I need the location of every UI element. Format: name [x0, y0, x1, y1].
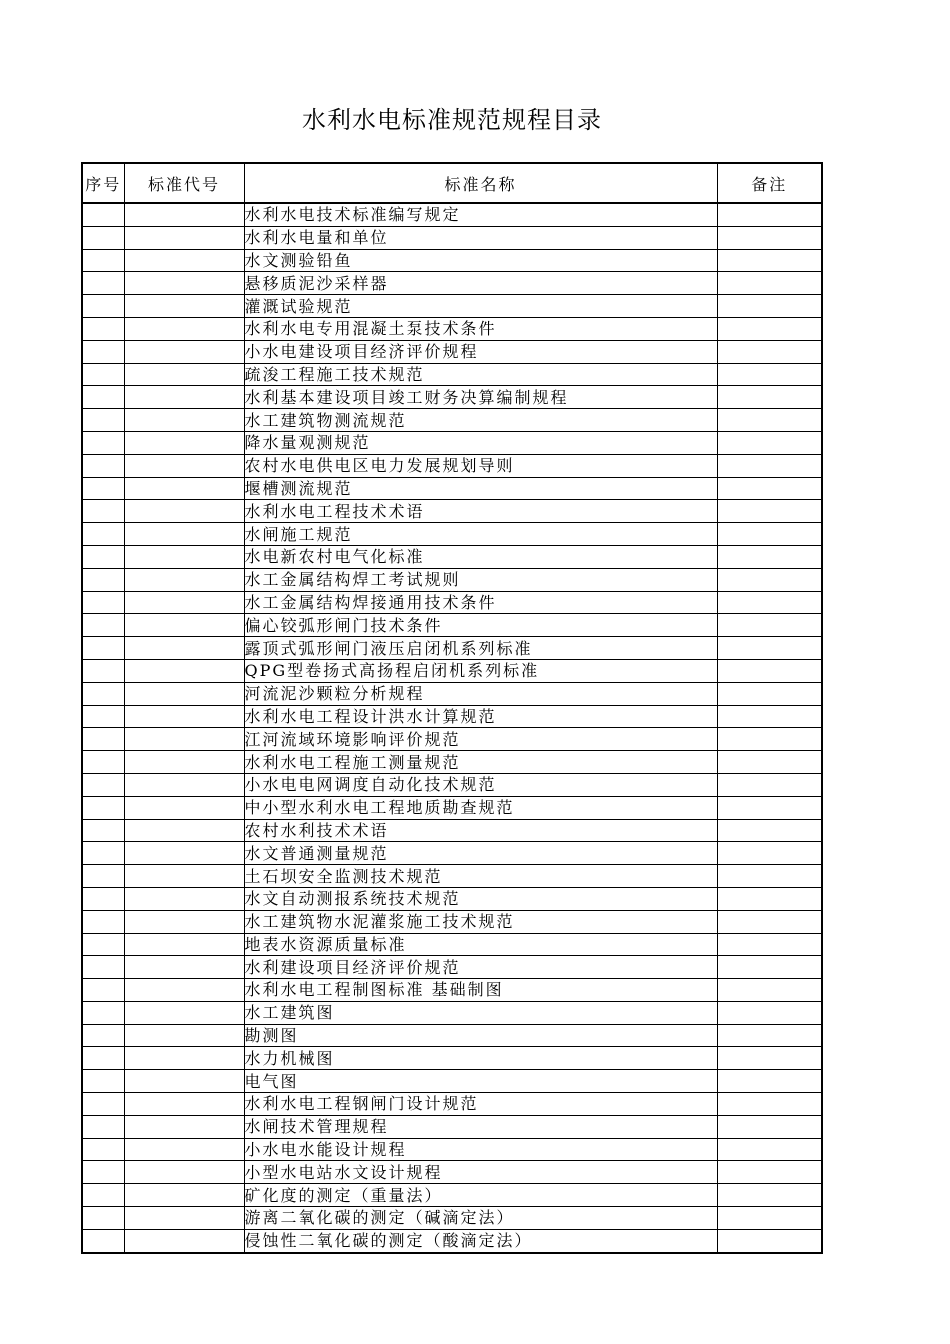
table-row: [82, 1138, 822, 1161]
seq-cell: [82, 1138, 124, 1161]
table-row: [82, 865, 822, 888]
note-cell: [717, 545, 822, 568]
note-cell: [717, 751, 822, 774]
table-row: [82, 477, 822, 500]
table-row: [82, 386, 822, 409]
seq-cell: [82, 317, 124, 340]
name-cell: 勘测图: [244, 1024, 717, 1047]
code-cell: [124, 1229, 244, 1252]
code-cell: [124, 409, 244, 432]
name-cell: 水工金属结构焊工考试规则: [244, 568, 717, 591]
code-cell: [124, 1024, 244, 1047]
code-cell: [124, 751, 244, 774]
code-cell: [124, 1115, 244, 1138]
page-title: 水利水电标准规范规程目录: [302, 106, 602, 134]
table-row: [82, 568, 822, 591]
table-row: [82, 751, 822, 774]
table-row: [82, 705, 822, 728]
note-cell: [717, 842, 822, 865]
note-cell: [717, 659, 822, 682]
note-cell: [717, 614, 822, 637]
table-row: [82, 910, 822, 933]
table-header-row: [82, 163, 822, 203]
table-row: [82, 1161, 822, 1184]
note-cell: [717, 728, 822, 751]
seq-cell: [82, 477, 124, 500]
name-cell: 水力机械图: [244, 1047, 717, 1070]
table-row: [82, 409, 822, 432]
name-cell: 水利水电专用混凝土泵技术条件: [244, 317, 717, 340]
seq-cell: [82, 226, 124, 249]
note-cell: [717, 887, 822, 910]
seq-cell: [82, 682, 124, 705]
code-cell: [124, 295, 244, 318]
table-row: [82, 226, 822, 249]
name-cell: 江河流域环境影响评价规范: [244, 728, 717, 751]
code-cell: [124, 568, 244, 591]
seq-cell: [82, 409, 124, 432]
table-row: [82, 773, 822, 796]
code-cell: [124, 363, 244, 386]
name-cell: 水电新农村电气化标准: [244, 545, 717, 568]
name-cell: 地表水资源质量标准: [244, 933, 717, 956]
note-cell: [717, 203, 822, 226]
seq-cell: [82, 887, 124, 910]
name-cell: 农村水利技术术语: [244, 819, 717, 842]
code-cell: [124, 1207, 244, 1230]
code-cell: [124, 728, 244, 751]
table-row: [82, 1070, 822, 1093]
name-cell: 水文自动测报系统技术规范: [244, 887, 717, 910]
code-cell: [124, 477, 244, 500]
seq-cell: [82, 819, 124, 842]
table-row: [82, 454, 822, 477]
seq-cell: [82, 773, 124, 796]
name-cell: 水利基本建设项目竣工财务决算编制规程: [244, 386, 717, 409]
note-cell: [717, 295, 822, 318]
note-cell: [717, 1229, 822, 1252]
table-row: [82, 614, 822, 637]
table-row: [82, 500, 822, 523]
code-cell: [124, 226, 244, 249]
note-cell: [717, 637, 822, 660]
table-row: [82, 887, 822, 910]
name-cell: 游离二氧化碳的测定（碱滴定法）: [244, 1207, 717, 1230]
code-cell: [124, 614, 244, 637]
code-cell: [124, 819, 244, 842]
name-cell: 小水电水能设计规程: [244, 1138, 717, 1161]
note-cell: [717, 317, 822, 340]
name-cell: 中小型水利水电工程地质勘查规范: [244, 796, 717, 819]
table-row: [82, 682, 822, 705]
seq-cell: [82, 272, 124, 295]
code-cell: [124, 910, 244, 933]
seq-cell: [82, 386, 124, 409]
note-cell: [717, 773, 822, 796]
note-cell: [717, 1001, 822, 1024]
seq-cell: [82, 500, 124, 523]
table-row: [82, 363, 822, 386]
code-cell: [124, 340, 244, 363]
name-cell: 水工建筑图: [244, 1001, 717, 1024]
table-row: [82, 1024, 822, 1047]
note-cell: [717, 1115, 822, 1138]
note-cell: [717, 933, 822, 956]
name-cell: 悬移质泥沙采样器: [244, 272, 717, 295]
code-cell: [124, 796, 244, 819]
table-row: [82, 1184, 822, 1207]
seq-cell: [82, 523, 124, 546]
table-row: [82, 1093, 822, 1116]
name-cell: 疏浚工程施工技术规范: [244, 363, 717, 386]
code-cell: [124, 773, 244, 796]
seq-cell: [82, 1207, 124, 1230]
table-row: [82, 933, 822, 956]
code-cell: [124, 591, 244, 614]
code-cell: [124, 249, 244, 272]
seq-cell: [82, 933, 124, 956]
note-cell: [717, 1047, 822, 1070]
note-cell: [717, 477, 822, 500]
table-row: [82, 796, 822, 819]
name-cell: 矿化度的测定（重量法）: [244, 1184, 717, 1207]
note-cell: [717, 956, 822, 979]
table-row: [82, 545, 822, 568]
code-cell: [124, 956, 244, 979]
name-cell: 小型水电站水文设计规程: [244, 1161, 717, 1184]
seq-cell: [82, 203, 124, 226]
table-row: [82, 956, 822, 979]
seq-cell: [82, 340, 124, 363]
note-cell: [717, 979, 822, 1002]
name-cell: 小水电建设项目经济评价规程: [244, 340, 717, 363]
seq-cell: [82, 659, 124, 682]
table-row: [82, 203, 822, 226]
code-cell: [124, 1001, 244, 1024]
name-cell: 水工建筑物测流规范: [244, 409, 717, 432]
seq-cell: [82, 1161, 124, 1184]
note-cell: [717, 226, 822, 249]
table-row: [82, 317, 822, 340]
code-cell: [124, 1184, 244, 1207]
name-cell: 小水电电网调度自动化技术规范: [244, 773, 717, 796]
note-cell: [717, 386, 822, 409]
table-row: [82, 295, 822, 318]
seq-cell: [82, 979, 124, 1002]
code-cell: [124, 545, 244, 568]
note-cell: [717, 500, 822, 523]
table-row: [82, 819, 822, 842]
seq-cell: [82, 1001, 124, 1024]
name-cell: 电气图: [244, 1070, 717, 1093]
code-cell: [124, 979, 244, 1002]
seq-cell: [82, 956, 124, 979]
name-cell: 水闸施工规范: [244, 523, 717, 546]
name-cell: 水文普通测量规范: [244, 842, 717, 865]
code-cell: [124, 1047, 244, 1070]
seq-cell: [82, 1115, 124, 1138]
code-cell: [124, 682, 244, 705]
seq-cell: [82, 910, 124, 933]
table-row: [82, 1207, 822, 1230]
note-cell: [717, 1184, 822, 1207]
name-cell: 露顶式弧形闸门液压启闭机系列标准: [244, 637, 717, 660]
code-cell: [124, 1093, 244, 1116]
code-cell: [124, 386, 244, 409]
note-cell: [717, 591, 822, 614]
seq-cell: [82, 1024, 124, 1047]
note-cell: [717, 1024, 822, 1047]
code-cell: [124, 659, 244, 682]
note-cell: [717, 568, 822, 591]
seq-cell: [82, 796, 124, 819]
seq-cell: [82, 614, 124, 637]
name-cell: 水利水电技术标准编写规定: [244, 203, 717, 226]
seq-cell: [82, 728, 124, 751]
table-row: [82, 340, 822, 363]
seq-cell: [82, 1184, 124, 1207]
seq-cell: [82, 637, 124, 660]
name-cell: 偏心铰弧形闸门技术条件: [244, 614, 717, 637]
note-cell: [717, 272, 822, 295]
note-cell: [717, 705, 822, 728]
table-row: [82, 637, 822, 660]
name-cell: 土石坝安全监测技术规范: [244, 865, 717, 888]
seq-cell: [82, 842, 124, 865]
seq-cell: [82, 1047, 124, 1070]
note-cell: [717, 523, 822, 546]
note-cell: [717, 340, 822, 363]
seq-cell: [82, 591, 124, 614]
note-cell: [717, 249, 822, 272]
code-cell: [124, 500, 244, 523]
table-row: [82, 659, 822, 682]
header-note: 备注: [717, 163, 822, 203]
table-row: [82, 272, 822, 295]
seq-cell: [82, 431, 124, 454]
note-cell: [717, 865, 822, 888]
header-code: 标准代号: [124, 163, 244, 203]
code-cell: [124, 887, 244, 910]
table-row: [82, 1229, 822, 1252]
header-seq: 序号: [82, 163, 124, 203]
seq-cell: [82, 363, 124, 386]
seq-cell: [82, 545, 124, 568]
name-cell: 灌溉试验规范: [244, 295, 717, 318]
name-cell: 水利水电工程技术术语: [244, 500, 717, 523]
code-cell: [124, 1161, 244, 1184]
name-cell: QPG型卷扬式高扬程启闭机系列标准: [244, 659, 717, 682]
seq-cell: [82, 705, 124, 728]
table-row: [82, 1001, 822, 1024]
table-row: [82, 842, 822, 865]
name-cell: 水工金属结构焊接通用技术条件: [244, 591, 717, 614]
note-cell: [717, 796, 822, 819]
code-cell: [124, 865, 244, 888]
standards-table: [81, 162, 823, 1254]
name-cell: 侵蚀性二氧化碳的测定（酸滴定法）: [244, 1229, 717, 1252]
note-cell: [717, 1161, 822, 1184]
name-cell: 水闸技术管理规程: [244, 1115, 717, 1138]
seq-cell: [82, 865, 124, 888]
name-cell: 水利水电工程钢闸门设计规范: [244, 1093, 717, 1116]
code-cell: [124, 705, 244, 728]
name-cell: 水利水电工程制图标准 基础制图: [244, 979, 717, 1002]
code-cell: [124, 1138, 244, 1161]
table-body: [82, 203, 822, 1253]
seq-cell: [82, 568, 124, 591]
name-cell: 堰槽测流规范: [244, 477, 717, 500]
name-cell: 水利水电工程设计洪水计算规范: [244, 705, 717, 728]
code-cell: [124, 933, 244, 956]
table-row: [82, 979, 822, 1002]
note-cell: [717, 409, 822, 432]
table-row: [82, 249, 822, 272]
note-cell: [717, 431, 822, 454]
name-cell: 水工建筑物水泥灌浆施工技术规范: [244, 910, 717, 933]
note-cell: [717, 819, 822, 842]
seq-cell: [82, 454, 124, 477]
note-cell: [717, 1138, 822, 1161]
seq-cell: [82, 1070, 124, 1093]
code-cell: [124, 454, 244, 477]
seq-cell: [82, 295, 124, 318]
table-row: [82, 1047, 822, 1070]
code-cell: [124, 431, 244, 454]
name-cell: 河流泥沙颗粒分析规程: [244, 682, 717, 705]
name-cell: 水利水电量和单位: [244, 226, 717, 249]
code-cell: [124, 1070, 244, 1093]
code-cell: [124, 523, 244, 546]
note-cell: [717, 1093, 822, 1116]
name-cell: 水利建设项目经济评价规范: [244, 956, 717, 979]
seq-cell: [82, 751, 124, 774]
code-cell: [124, 842, 244, 865]
table-row: [82, 591, 822, 614]
name-cell: 水文测验铅鱼: [244, 249, 717, 272]
table-row: [82, 728, 822, 751]
note-cell: [717, 454, 822, 477]
code-cell: [124, 272, 244, 295]
table-row: [82, 431, 822, 454]
table-row: [82, 1115, 822, 1138]
note-cell: [717, 363, 822, 386]
name-cell: 水利水电工程施工测量规范: [244, 751, 717, 774]
note-cell: [717, 1207, 822, 1230]
note-cell: [717, 910, 822, 933]
code-cell: [124, 317, 244, 340]
seq-cell: [82, 249, 124, 272]
code-cell: [124, 203, 244, 226]
note-cell: [717, 682, 822, 705]
seq-cell: [82, 1093, 124, 1116]
code-cell: [124, 637, 244, 660]
table-row: [82, 523, 822, 546]
header-name: 标准名称: [244, 163, 717, 203]
name-cell: 农村水电供电区电力发展规划导则: [244, 454, 717, 477]
seq-cell: [82, 1229, 124, 1252]
note-cell: [717, 1070, 822, 1093]
name-cell: 降水量观测规范: [244, 431, 717, 454]
